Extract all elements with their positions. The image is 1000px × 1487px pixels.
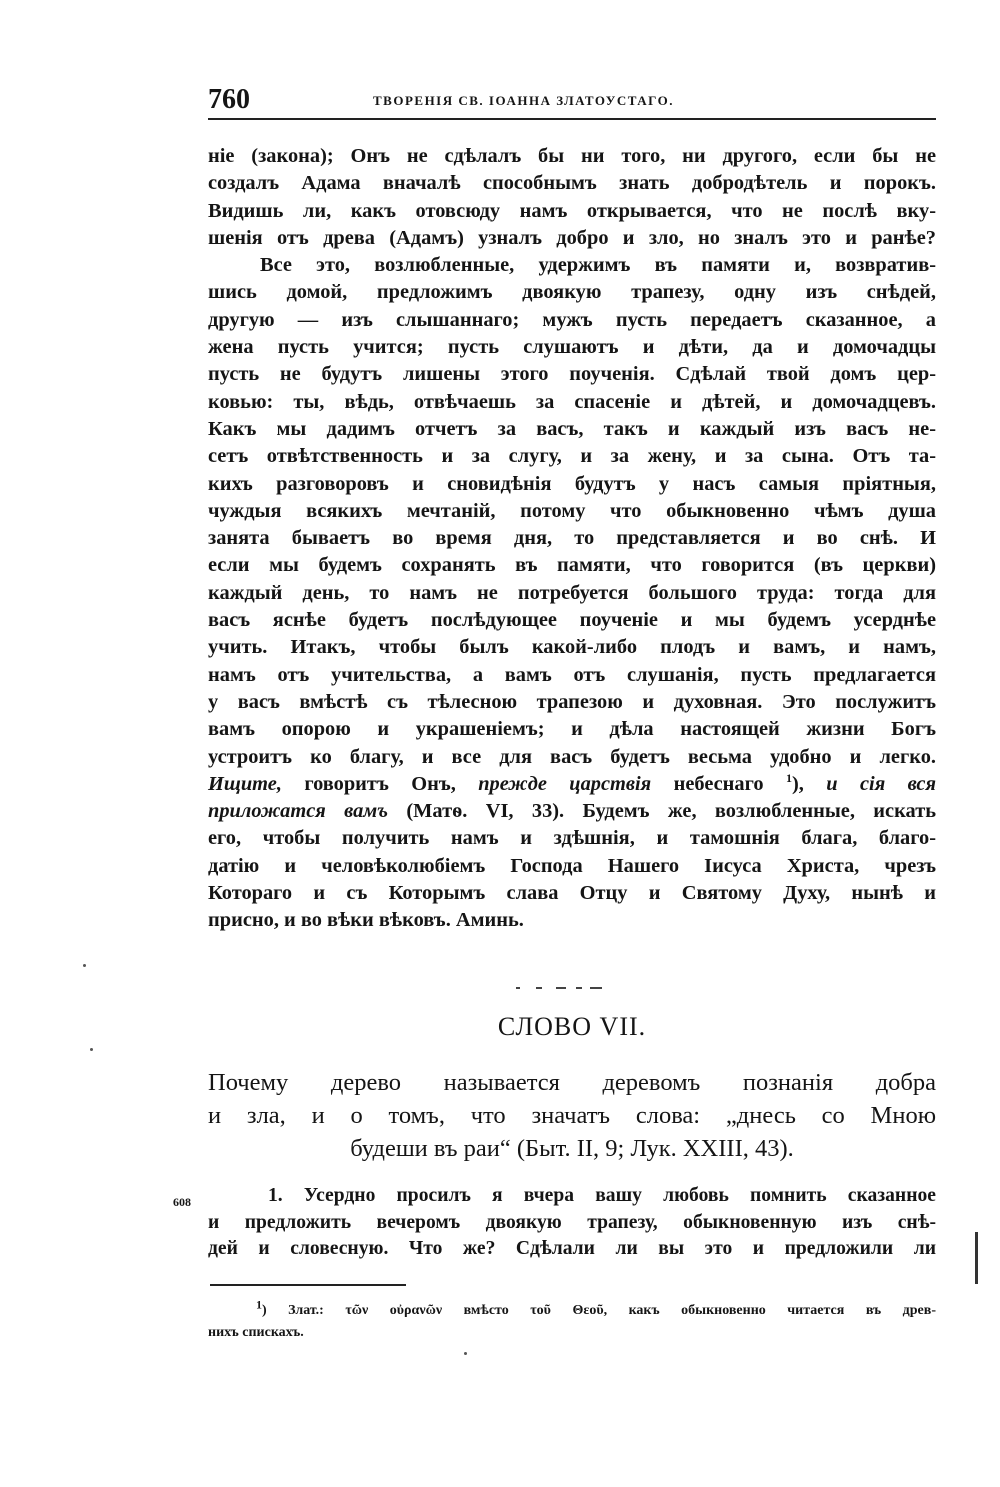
- text-line: васъ яснѣе будетъ послѣдующее поученіе и мы будемъ усерднѣе: [208, 609, 936, 632]
- footnote-line: нихъ спискахъ.: [208, 1325, 304, 1340]
- text-line: Котораго и съ Которымъ слава Отцу и Святому Духу, нынѣ и: [208, 882, 936, 905]
- text-line: устроитъ ко благу, и все для васъ будетъ весьма удобно и легко.: [208, 745, 936, 768]
- print-speck: [83, 964, 86, 967]
- text-line-scripture-quote: [208, 798, 936, 825]
- print-speck: [464, 1352, 467, 1355]
- footnote-line: [208, 1297, 936, 1322]
- margin-page-reference: 608: [173, 1195, 191, 1209]
- text-line: ковью: ты, вѣдь, отвѣчаешь за спасеніе и дѣтей, и домочадцевъ.: [208, 390, 936, 413]
- text-line: Какъ мы дадимъ отчетъ за васъ, такъ и каждый изъ васъ не-: [208, 417, 936, 440]
- text-line: чуждыя всякихъ мечтаній, потому что обыкновенно чѣмъ душа: [208, 499, 936, 522]
- text-line: 1. Усердно просилъ я вчера вашу любовь помнить сказанное: [268, 1185, 936, 1206]
- text-line-scripture-quote: [208, 771, 936, 798]
- text-line: у васъ вмѣстѣ съ тѣлесною трапезою и духовная. Это послужитъ: [208, 690, 936, 713]
- text-line: датію и человѣколюбіемъ Господа Нашего Іисуса Христа, чрезъ: [208, 854, 936, 877]
- text-line: кихъ разговоровъ и сновидѣнія будутъ у насъ самыя пріятныя,: [208, 472, 936, 495]
- text-line: присно, и во вѣки вѣковъ. Аминь.: [208, 909, 524, 932]
- subtitle-line: будеши въ раи“ (Быт. II, 9; Лук. XXIII, 43).: [350, 1135, 794, 1162]
- footnote: [208, 1297, 936, 1344]
- text-line: Все это, возлюбленные, удержимъ въ памяти и, возвратив-: [260, 254, 936, 277]
- text-line: его, чтобы получить намъ и здѣшнія, и тамошнія блага, благо-: [208, 827, 936, 850]
- print-speck: [90, 1048, 93, 1051]
- subtitle-line: и зла, и о томъ, что значатъ слова: „днесь со Мною: [208, 1102, 936, 1129]
- footnote-text: ) Злат.: τῶν οὐρανῶν вмѣсто τοῦ Θεοῦ, какъ обыкновенно читается въ древ-: [262, 1303, 936, 1318]
- page-edge-mark: [975, 1232, 978, 1284]
- text-line: учить. Итакъ, чтобы былъ какой-либо плодъ и вамъ, и намъ,: [208, 636, 936, 659]
- text-fragment: небеснаго: [651, 772, 786, 795]
- scripture-quote: и сія вся: [826, 772, 936, 795]
- text-line: если мы будемъ сохранять въ памяти, что говорится (въ церкви): [208, 554, 936, 577]
- text-line: пусть не будутъ лишены этого поученія. Сдѣлай твой домъ цер-: [208, 363, 936, 386]
- section-divider-ornament: [500, 985, 620, 991]
- footnote-rule: [210, 1284, 406, 1286]
- sermon-opening-paragraph: [208, 1183, 936, 1263]
- text-line: ніе (закона); Онъ не сдѣлалъ бы ни того, ни другого, если бы не: [208, 145, 936, 167]
- text-fragment: (Матѳ. VI, 33). Будемъ же, возлюбленные, искать: [388, 800, 937, 823]
- page-header: [208, 84, 936, 120]
- header-rule: [208, 118, 936, 120]
- text-line: сетъ отвѣтственность и за слугу, и за жену, и за сына. Отъ та-: [208, 445, 936, 468]
- sermon-ending-text: [208, 143, 936, 935]
- scripture-quote: Ищите,: [208, 772, 282, 795]
- page-number: 760: [208, 84, 250, 115]
- text-line: каждый день, то намъ не потребуется большого труда: тогда для: [208, 581, 936, 604]
- scripture-quote: приложатся вамъ: [208, 800, 389, 823]
- text-fragment: ),: [791, 772, 827, 795]
- text-line: шись домой, предложимъ двоякую трапезу, одну изъ снѣдей,: [208, 281, 936, 304]
- text-fragment: говоритъ Онъ,: [281, 772, 479, 795]
- sermon-subtitle: [208, 1066, 936, 1165]
- text-line: жена пусть учится; пусть слушаютъ и дѣти, да и домочадцы: [208, 336, 936, 359]
- text-line: шенія отъ древа (Адамъ) узналъ добро и зло, но зналъ это и ранѣе?: [208, 226, 936, 249]
- text-line: вамъ опорою и украшеніемъ; и дѣла настоящей жизни Богъ: [208, 718, 936, 741]
- text-line: намъ отъ учительства, а вамъ отъ слушанія, пусть предлагается: [208, 663, 936, 686]
- text-line: другую — изъ слышаннаго; мужъ пусть передаетъ сказанное, а: [208, 308, 936, 331]
- footnote-marker: 1: [256, 1297, 262, 1312]
- text-line: и предложить вечеромъ двоякую трапезу, обыкновенную изъ снѣ-: [208, 1211, 936, 1233]
- subtitle-line: Почему дерево называется деревомъ познанія добра: [208, 1069, 936, 1096]
- text-line: создалъ Адама вначалѣ способнымъ знать добродѣтель и порокъ.: [208, 172, 936, 195]
- footnote-reference[interactable]: 1: [785, 771, 792, 786]
- text-line: Видишь ли, какъ отовсюду намъ открывается, что не послѣ вку-: [208, 199, 936, 222]
- scripture-quote: прежде царствія: [478, 772, 652, 795]
- text-line: дей и словесную. Что же? Сдѣлали ли вы это и предложили ли: [208, 1238, 936, 1259]
- text-line: занята бываетъ во время дня, то представляется и во снѣ. И: [208, 527, 936, 550]
- sermon-title: СЛОВО VII.: [497, 1012, 647, 1041]
- running-title: ТВОРЕНІЯ СВ. ІОАННА ЗЛАТОУСТАГО.: [373, 93, 674, 108]
